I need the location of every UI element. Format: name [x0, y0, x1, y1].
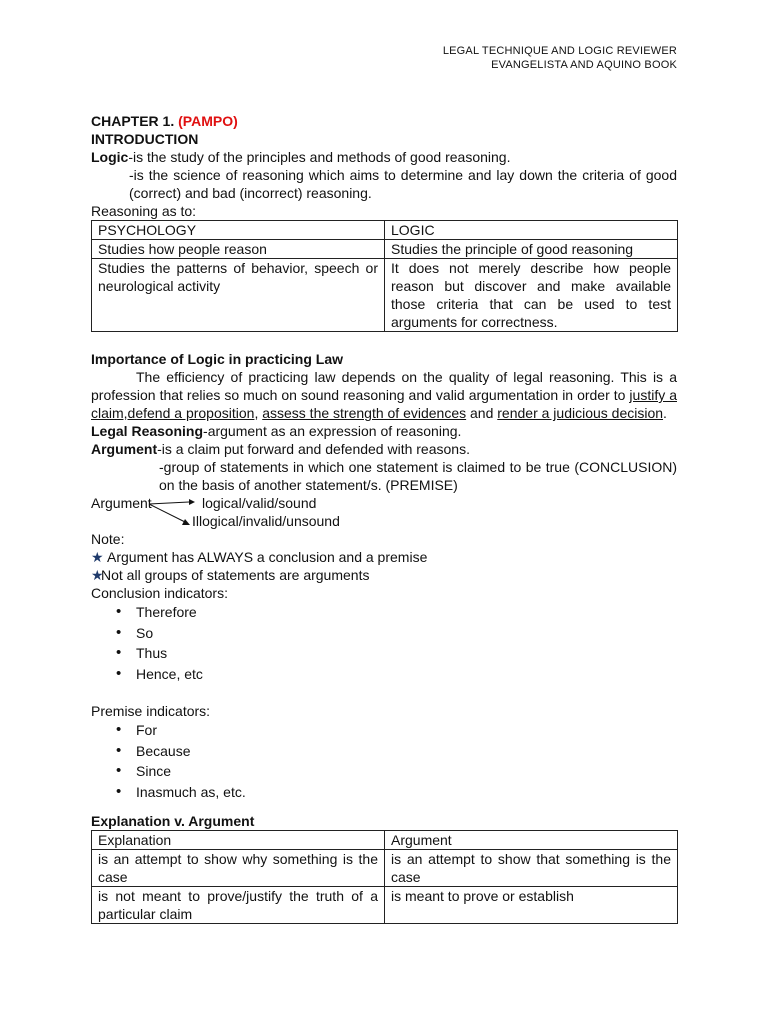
table-cell: Studies how people reason: [92, 240, 385, 259]
table-row: [92, 259, 678, 332]
list-item: • For: [136, 720, 677, 741]
importance-heading: Importance of Logic in practicing Law: [91, 351, 344, 367]
reasoning-label: Reasoning as to:: [91, 203, 197, 219]
logic-term: Logic: [91, 149, 129, 165]
argument-term: Argument: [91, 441, 158, 457]
premise-indicators-label: Premise indicators:: [91, 703, 211, 719]
note-label: Note:: [91, 531, 125, 547]
legal-reasoning-term: Legal Reasoning: [91, 423, 204, 439]
argument-def-2: -group of statements in which one statement is claimed to be true (CONCLUSION) on the basis of another statement/s. (PREMISE): [159, 459, 677, 493]
star-icon: ★: [91, 549, 104, 565]
star-icon: ★: [91, 567, 104, 583]
table-header-row: [92, 221, 678, 240]
underlined-phrase: justify a claim,defend a proposition: [91, 387, 677, 421]
table-cell: is an attempt to show that something is the case: [385, 850, 678, 887]
list-item: • Because: [136, 741, 677, 762]
legal-reasoning-definition: Legal Reasoning-argument as an expression of reasoning.: [91, 423, 462, 439]
table-cell: It does not merely describe how people reason but discover and make available those criteria that can be used to test arguments for correctness.: [385, 259, 678, 332]
header-line-1: LEGAL TECHNIQUE AND LOGIC REVIEWER: [442, 45, 677, 57]
underlined-phrase: render a judicious decision: [497, 405, 664, 421]
table-row: [92, 887, 678, 924]
list-item: • Since: [136, 761, 677, 782]
list-item: • Therefore: [136, 602, 677, 623]
table-cell: is not meant to prove/justify the truth of a particular claim: [92, 887, 385, 924]
premise-indicators-list: [91, 720, 677, 802]
explanation-heading: Explanation v. Argument: [91, 813, 255, 829]
underlined-phrase: assess the strength of evidences: [262, 405, 467, 421]
conclusion-indicators-label: Conclusion indicators:: [91, 585, 228, 601]
table-row: [92, 850, 678, 887]
diagram-root: Argument: [91, 495, 152, 511]
chapter-tag: (PAMPO): [178, 113, 238, 129]
list-item: • Thus: [136, 643, 677, 664]
argument-diagram: [91, 494, 677, 530]
table-cell: Studies the patterns of behavior, speech or neurological activity: [92, 259, 385, 332]
chapter-label: CHAPTER 1.: [91, 113, 175, 129]
table-header-cell: PSYCHOLOGY: [92, 221, 385, 240]
table-header-row: [92, 831, 678, 850]
diagram-branch-invalid: Illogical/invalid/unsound: [192, 513, 340, 529]
logic-def-2: -is the science of reasoning which aims to determine and lay down the criteria of good (correct) and bad (incorrect) reasoning.: [129, 167, 677, 201]
list-item: • Hence, etc: [136, 664, 677, 685]
note-item: ★ Argument has ALWAYS a conclusion and a premise: [91, 549, 428, 565]
note-item: ★Not all groups of statements are arguments: [91, 567, 370, 583]
table-header-cell: Explanation: [92, 831, 385, 850]
table-header-cell: LOGIC: [385, 221, 678, 240]
table-cell: is meant to prove or establish: [385, 887, 678, 924]
main-content: [91, 112, 677, 924]
diagram-branch-valid: logical/valid/sound: [202, 495, 317, 511]
logic-definition: [91, 148, 677, 166]
list-item: • Inasmuch as, etc.: [136, 782, 677, 803]
table-header-cell: Argument: [385, 831, 678, 850]
table-row: [92, 240, 678, 259]
table-cell: Studies the principle of good reasoning: [385, 240, 678, 259]
conclusion-indicators-list: [91, 602, 677, 684]
chapter-title: [91, 112, 677, 130]
list-item: • So: [136, 623, 677, 644]
psychology-logic-table: [91, 220, 678, 332]
explanation-argument-table: [91, 830, 678, 924]
importance-paragraph: The efficiency of practicing law depends on the quality of legal reasoning. This is a profession that relies so much on sound reasoning and valid argumentation in order to justify a claim,defend a proposition, assess the strength of evidences and render a judicious decision.: [91, 369, 677, 421]
logic-def-1: -is the study of the principles and methods of good reasoning.: [128, 149, 511, 165]
page-header: [443, 44, 677, 72]
argument-definition: Argument-is a claim put forward and defended with reasons.: [91, 441, 470, 457]
chapter-subtitle: INTRODUCTION: [91, 131, 199, 147]
header-line-2: EVANGELISTA AND AQUINO BOOK: [491, 59, 677, 71]
table-cell: is an attempt to show why something is the case: [92, 850, 385, 887]
